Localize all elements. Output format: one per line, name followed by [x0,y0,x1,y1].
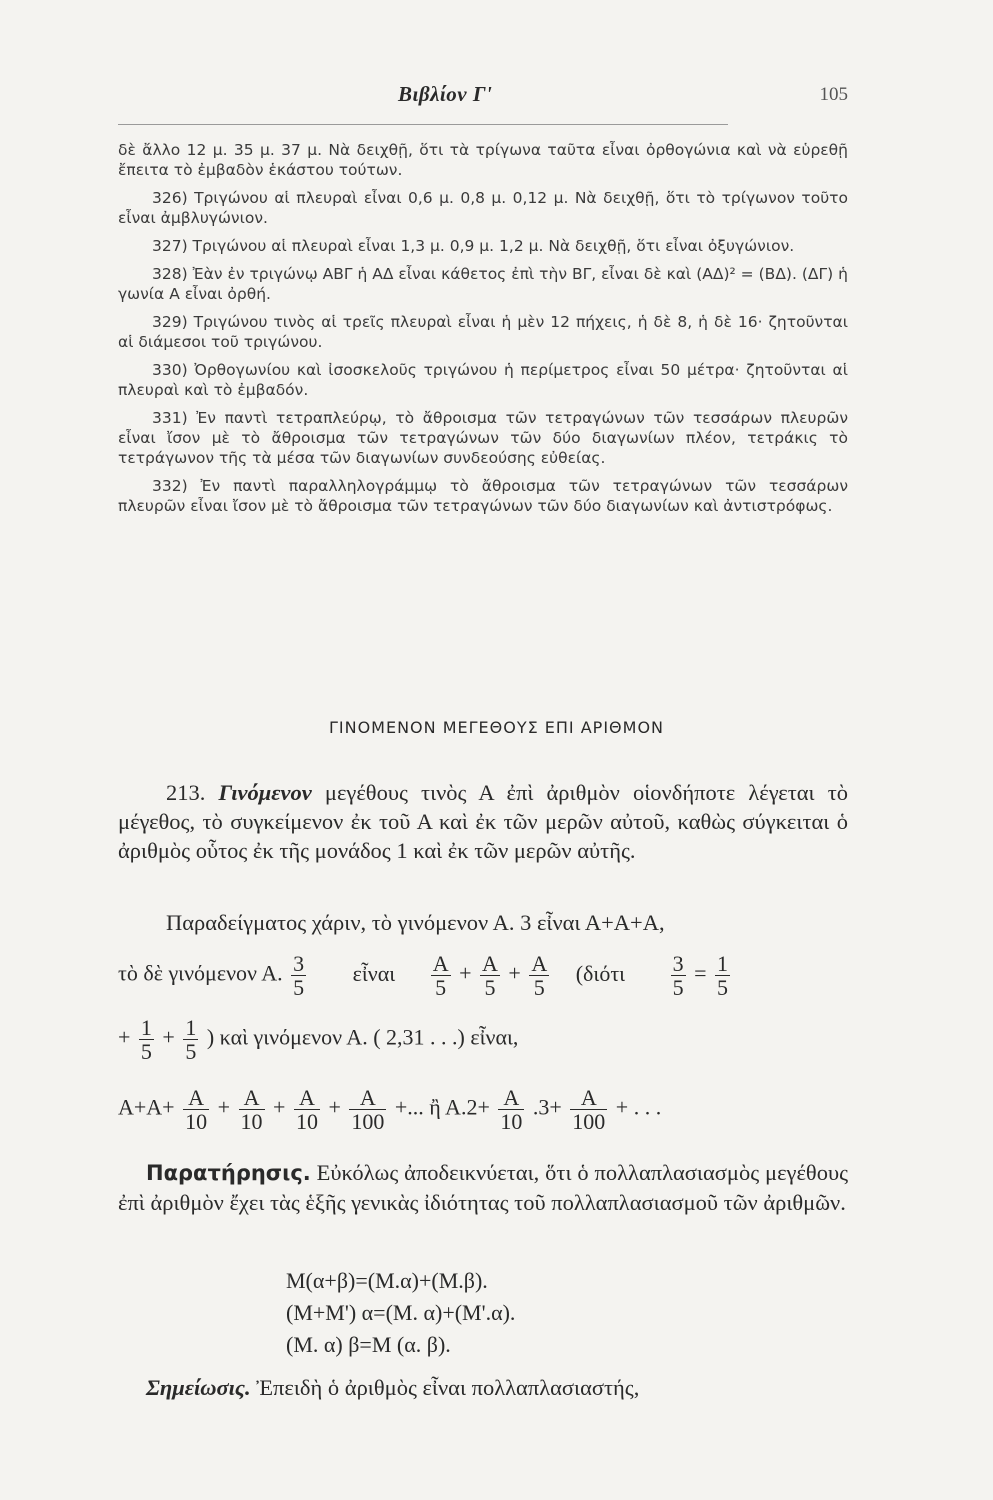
remark-text: Εὐκόλως ἀποδεικνύεται, ὅτι ὁ πολλαπλασιασμὸς μεγέθους ἐπὶ ἀριθμὸν ἔχει τὰς ἑξῆς γενικὰς ἰδιότητας τοῦ πολλαπλασιασμοῦ τῶν ἀριθμῶν. [118,1160,848,1215]
exercise-332: 332) Ἐν παντὶ παραλληλογράμμῳ τὸ ἄθροισμα τῶν τετραγώνων τῶν τεσσάρων πλευρῶν εἶναι ἴσον μὲ τὸ ἄθροισμα τῶν τετραγώνων τῶν δύο διαγωνίων καὶ ἀντιστρόφως. [118,477,848,515]
fraction-A-5: $\frac{A}{5}$ [432,951,449,1001]
page-number: 105 [819,84,848,105]
definition-paragraph [118,778,848,865]
fraction-A-100: $\frac{A}{100}$ [351,1085,385,1135]
example-line-3: + $\frac{1}{5}$ + $\frac{1}{5}$ ) καὶ γινόμενον Α. ( 2,31 . . .) εἶναι, [118,1015,519,1065]
exercise-329: 329) Τριγώνου τινὸς αἱ τρεῖς πλευραὶ εἶναι ἡ μὲν 12 πήχεις, ἡ δὲ 8, ἡ δὲ 16· ζητοῦνται αἱ διάμεσοι τοῦ τριγώνου. [118,313,848,351]
definition-term: Γινόμενον [218,780,312,805]
fraction-3-5: $\frac{3}{5}$ [672,951,684,1001]
exercise-330: 330) Ὀρθογωνίου καὶ ἰσοσκελοῦς τριγώνου ἡ περίμετρος εἶναι 50 μέτρα· ζητοῦνται αἱ πλευραὶ καὶ τὸ ἐμβαδόν. [118,361,848,399]
fraction-1-5: $\frac{1}{5}$ [185,1015,197,1065]
exercise-325-continued: δὲ ἄλλο 12 μ. 35 μ. 37 μ. Νὰ δειχθῇ, ὅτι τὰ τρίγωνα ταῦτα εἶναι ὀρθογώνια καὶ νὰ εὑρεθῇ ἔπειτα τὸ ἐμβαδὸν ἑκάστου τούτων. [118,141,848,179]
formula-1: Μ(α+β)=(Μ.α)+(Μ.β). [286,1268,488,1293]
remark-label: Παρατήρησις. [146,1161,311,1185]
fraction-A-10: $\frac{A}{10}$ [500,1085,523,1135]
fraction-A-10: $\frac{A}{10}$ [185,1085,208,1135]
header-rule [118,124,728,125]
exercise-331: 331) Ἐν παντὶ τετραπλεύρῳ, τὸ ἄθροισμα τῶν τετραγώνων τῶν τεσσάρων πλευρῶν εἶναι ἴσον μὲ τὸ ἄθροισμα τῶν τετραγώνων τῶν δύο διαγωνίων πλέον, τετράκις τὸ τετράγωνον τῆς τὰ μέσα τῶν διαγωνίων συνδεούσης εὐθείας. [118,409,848,467]
remark-paragraph [118,1158,848,1217]
fraction-3-5: $\frac{3}{5}$ [293,951,305,1001]
definition-text: μεγέθους τινὸς Α ἐπὶ ἀριθμὸν οἱονδήποτε λέγεται τὸ μέγεθος, τὸ συγκείμενον ἐκ τοῦ Α καὶ ἐκ τῶν μερῶν αὐτοῦ, καθὼς σύγκειται ὁ ἀριθμὸς οὗτος ἐκ τῆς μονάδος 1 καὶ ἐκ τῶν μερῶν αὐτῆς. [118,780,849,863]
fraction-1-5: $\frac{1}{5}$ [140,1015,152,1065]
exercise-327: 327) Τριγώνου αἱ πλευραὶ εἶναι 1,3 μ. 0,9 μ. 1,2 μ. Νὰ δειχθῇ, ὅτι εἶναι ὀξυγώνιον. [152,237,795,255]
running-header [118,82,848,112]
example-line-4: Α+Α+ $\frac{A}{10}$ + $\frac{A}{10}$ + $\frac{A}{10}$ + $\frac{A}{100}$ +... ἢ Α.2+ $\frac{A}{10}$ .3+ $\frac{A}{100}$ + . . . [118,1085,662,1135]
example-line3-text: ) καὶ γινόμενον Α. ( 2,31 . . .) εἶναι, [206,1024,519,1050]
fraction-A-10: $\frac{A}{10}$ [240,1085,263,1135]
running-title: Βιβλίον Γ' [398,82,493,106]
exercise-328: 328) Ἐὰν ἐν τριγώνῳ ΑΒΓ ἡ ΑΔ εἶναι κάθετος ἐπὶ τὴν ΒΓ, εἶναι δὲ καὶ (ΑΔ)² = (ΒΔ). (ΔΓ) ἡ γωνία Α εἶναι ὀρθή. [118,265,848,303]
example-line-2: τὸ δὲ γινόμενον Α. $\frac{3}{5}$ εἶναι $\frac{A}{5}$ + $\frac{A}{5}$ + $\frac{A}{5}$ (διότι $\frac{3}{5}$ = $\frac{1}{5}$ [118,951,729,1001]
exercise-326: 326) Τριγώνου αἱ πλευραὶ εἶναι 0,6 μ. 0,8 μ. 0,12 μ. Νὰ δειχθῇ, ὅτι τὸ τρίγωνον τοῦτο εἶναι ἀμβλυγώνιον. [118,189,848,227]
note-text: Ἐπειδὴ ὁ ἀριθμὸς εἶναι πολλαπλασιαστής, [256,1375,640,1400]
formula-3: (Μ. α) β=Μ (α. β). [286,1332,451,1357]
fraction-A-5: $\frac{A}{5}$ [482,951,498,1001]
section-heading: ΓΙΝΟΜΕΝΟΝ ΜΕΓΕΘΟΥΣ ΕΠΙ ΑΡΙΘΜΟΝ [328,718,665,737]
example-is: εἶναι [352,960,396,986]
fraction-A-5: $\frac{A}{5}$ [531,951,548,1001]
example-prefix: τὸ δὲ γινόμενον Α. [118,960,283,986]
formula-2: (Μ+Μ') α=(Μ. α)+(Μ'.α). [286,1300,516,1325]
example-because: (διότι [575,960,626,986]
exercise-list [118,140,848,524]
fraction-A-100: $\frac{A}{100}$ [572,1085,606,1135]
fraction-1-5: $\frac{1}{5}$ [717,951,729,1001]
example-intro: Παραδείγματος χάριν, τὸ γινόμενον Α. 3 εἶναι Α+Α+Α, [166,910,665,935]
note-paragraph [118,1373,848,1402]
note-label: Σημείωσις. [146,1375,251,1400]
fraction-A-10: $\frac{A}{10}$ [295,1085,318,1135]
definition-number: 213. [166,780,206,805]
